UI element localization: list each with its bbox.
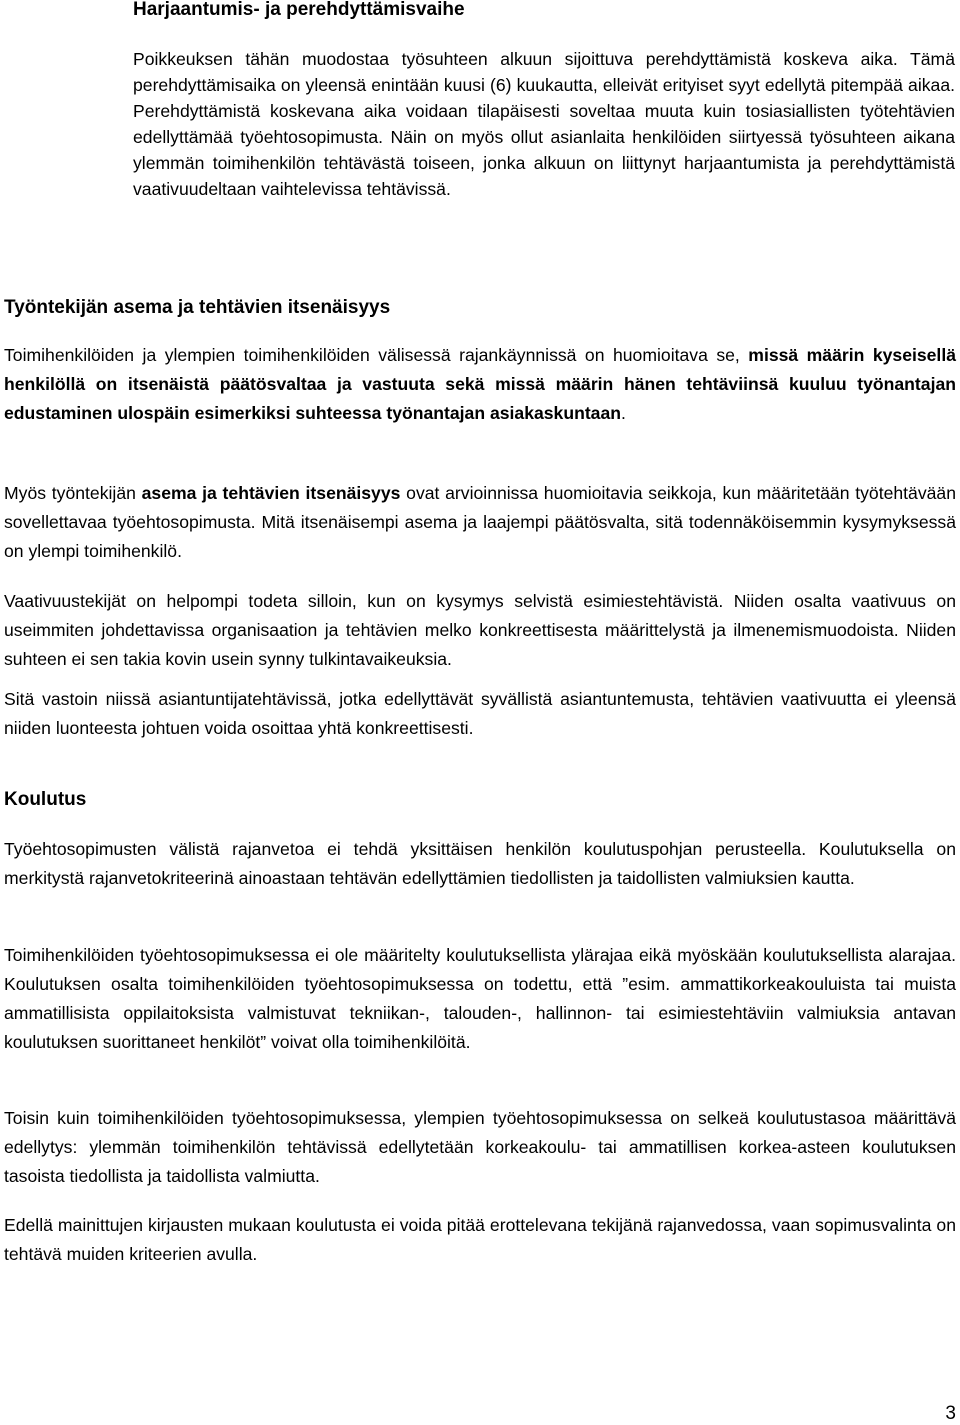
section-asema (4, 296, 956, 320)
paragraph-rajankaynti (4, 341, 956, 428)
paragraph-koulutuspohja: Työehtosopimusten välistä rajanvetoa ei tehdä yksittäisen henkilön koulutuspohjan perusteella. Koulutuksella on merkitystä rajanvetokriteerinä ainoastaan tehtävän edellyttämien tiedollisten ja taidollisten valmiuksien kautta. (4, 839, 956, 888)
section-heading-asema: Työntekijän asema ja tehtävien itsenäisyys (4, 297, 391, 318)
section-heading-koulutus: Koulutus (4, 789, 87, 810)
paragraph-itsenaisyys (4, 479, 956, 566)
paragraph-koulutustaso: Toisin kuin toimihenkilöiden työehtosopimuksessa, ylempien työehtosopimuksessa on selkeä koulutustasoa määrittävä edellytys: ylemmän toimihenkilön tehtävissä edellytetään korkeakoulu- tai ammatillisen korkea-asteen koulutuksen tasoista tiedollista ja taidollista valmiutta. (4, 1108, 956, 1186)
text-run: . (621, 403, 626, 423)
text-run: ovat arvioinnissa huomioitavia seikkoja, kun määritetään työtehtävään sovellettavaa työehtosopimusta. Mitä itsenäisempi asema ja laajempi päätösvalta, sitä todennäköisemmin kysymyksessä on ylempi toimihenkilö. (4, 483, 956, 561)
paragraph-asiantuntijatehtavat: Sitä vastoin niissä asiantuntijatehtävissä, jotka edellyttävät syvällistä asiantuntemusta, tehtävien vaativuutta ei yleensä niiden luonteesta johtuen voida osoittaa yhtä konkreettisesti. (4, 689, 956, 738)
text-run: Toimihenkilöiden ja ylempien toimihenkilöiden välisessä rajankäynnissä on huomioitava se, (4, 345, 749, 365)
text-run: Myös työntekijän (4, 483, 142, 503)
section-heading-harjaantumis: Harjaantumis- ja perehdyttämisvaihe (133, 0, 465, 20)
paragraph-vaativuustekijat: Vaativuustekijät on helpompi todeta silloin, kun on kysymys selvistä esimiestehtävistä. Niiden osalta vaativuus on useimmiten johdettavissa organisaation ja tehtävien melko konkreettisesta määrittelystä ja ilmenemismuodoista. Niiden suhteen ei sen takia kovin usein synny tulkintavaikeuksia. (4, 591, 956, 669)
section-koulutus (4, 788, 956, 812)
page-number: 3 (945, 1403, 956, 1424)
paragraph-sopimusvalinta: Edellä mainittujen kirjausten mukaan koulutusta ei voida pitää erottelevana tekijänä rajanvedossa, vaan sopimusvalinta on tehtävä muiden kriteerien avulla. (4, 1215, 956, 1264)
bold-text-run: asema ja tehtävien itsenäisyys (141, 483, 401, 503)
bold-text-run: missä määrin kyseisellä henkilöllä on itsenäistä päätösvaltaa ja vastuuta sekä missä määrin hänen tehtäviinsä kuuluu työnantajan edustaminen ulospäin esimerkiksi suhteessa työnantajan asiakaskuntaan (4, 345, 956, 423)
paragraph-koulutuksellinen-raja: Toimihenkilöiden työehtosopimuksessa ei ole määritelty koulutuksellista ylärajaa eikä myöskään koulutuksellista alarajaa. Koulutuksen osalta toimihenkilöiden työehtosopimuksessa on todettu, että ”esim. ammattikorkeakouluista tai muista ammatillisista oppilaitoksista valmistuvat tekniikan-, talouden-, hallinnon- tai esimiestehtäviin valmiuksia antavan koulutuksen suorittaneet henkilöt” voivat olla toimihenkilöitä. (4, 945, 956, 1052)
paragraph-perehdyttamisaika: Poikkeuksen tähän muodostaa työsuhteen alkuun sijoittuva perehdyttämistä koskeva aika. Tämä perehdyttämisaika on yleensä enintään kuusi (6) kuukautta, elleivät erityiset syyt edellytä pitempää aikaa. Perehdyttämistä koskevana aika voidaan tilapäisesti soveltaa muuta kuin tosiasiallisten työtehtävien edellyttämää työehtosopimusta. Näin on myös ollut asianlaita henkilöiden siirtyessä työsuhteen aikana ylemmän toimihenkilön tehtävästä toiseen, jonka alkuun on liittynyt harjaantumista ja perehdyttämistä vaativuudeltaan vaihtelevissa tehtävissä. (133, 49, 955, 199)
